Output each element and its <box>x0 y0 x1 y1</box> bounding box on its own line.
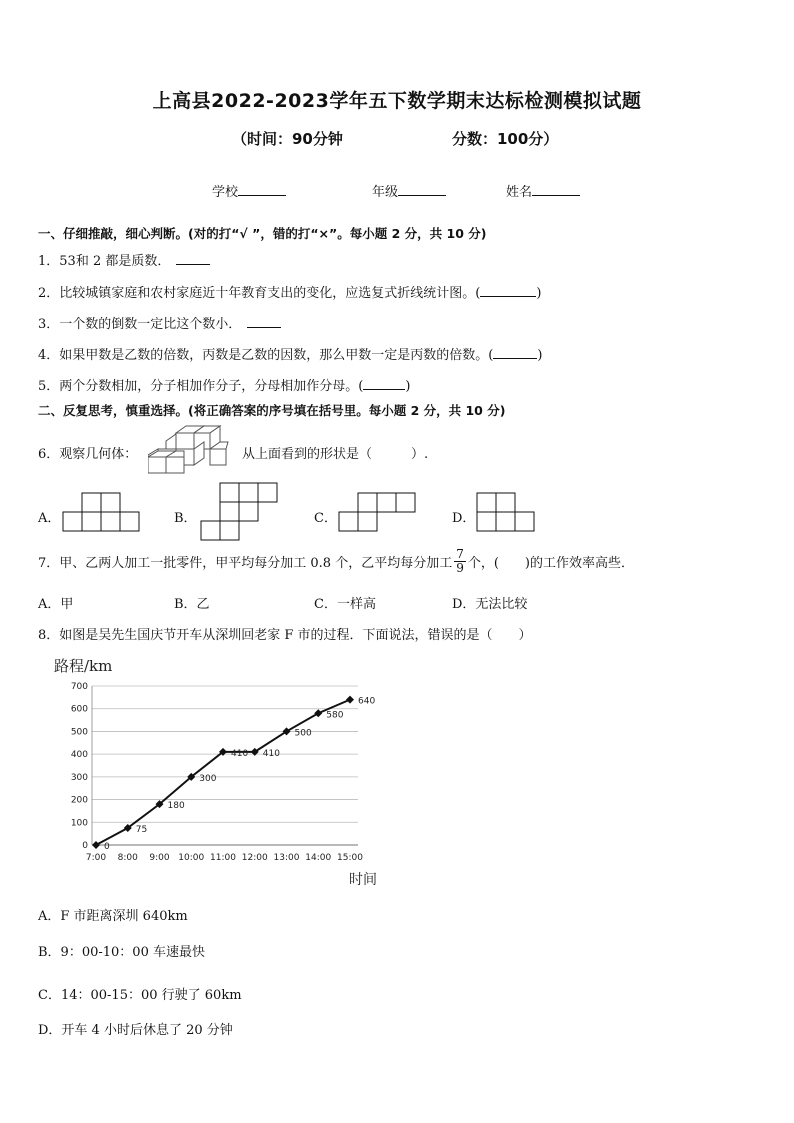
data-label: 180 <box>167 801 185 812</box>
q6-option-a-label[interactable]: A． <box>38 511 61 526</box>
question-2-close: ) <box>536 286 542 301</box>
q8-option-b[interactable]: B．9：00-10：00 车速最快 <box>38 945 205 960</box>
school-label: 学校 <box>212 185 239 200</box>
fraction-numerator: 7 <box>456 547 464 561</box>
question-1-blank[interactable] <box>176 252 210 265</box>
x-tick-label: 7:00 <box>85 853 107 863</box>
school-field <box>212 181 286 200</box>
data-label: 0 <box>104 842 110 852</box>
section-1-heading: 一、仔细推敲，细心判断。(对的打“√ ”，错的打“×”。每小题 2 分，共 10 分) <box>38 226 487 241</box>
name-label: 姓名 <box>506 185 533 200</box>
x-tick-label: 10:00 <box>178 853 205 863</box>
data-point <box>346 696 354 704</box>
question-4-text: 4．如果甲数是乙数的倍数，丙数是乙数的因数，那么甲数一定是丙数的倍数。( <box>38 348 494 363</box>
q8-option-a[interactable]: A．F 市距离深圳 640km <box>38 909 188 924</box>
x-tick-label: 15:00 <box>337 853 363 863</box>
question-5-blank[interactable] <box>363 377 405 390</box>
question-3 <box>38 313 281 332</box>
x-tick-label: 11:00 <box>210 853 236 863</box>
data-label: 640 <box>358 696 376 707</box>
q8-option-c[interactable]: C．14：00-15：00 行驶了 60km <box>38 988 242 1003</box>
q6-option-a-figure[interactable] <box>62 492 140 532</box>
x-tick-label: 12:00 <box>241 853 268 863</box>
data-label: 410 <box>231 748 249 759</box>
question-7 <box>38 548 634 575</box>
data-label: 580 <box>326 710 344 721</box>
q8-option-d[interactable]: D．开车 4 小时后休息了 20 分钟 <box>38 1023 233 1038</box>
name-field <box>506 181 580 200</box>
question-5-close: ) <box>405 379 411 394</box>
data-label: 300 <box>199 773 217 784</box>
q6-option-b-figure[interactable] <box>200 482 278 541</box>
x-axis-label: 时间 <box>349 872 377 888</box>
question-7-text-a: 7．甲、乙两人加工一批零件，甲平均每分加工 0.8 个，乙平均每分加工 <box>38 556 453 571</box>
data-label: 410 <box>262 748 280 759</box>
geometry-solid-figure <box>148 423 230 475</box>
y-tick-label: 200 <box>70 795 88 806</box>
question-7-text-b: 个，( )的工作效率高些． <box>467 556 635 571</box>
score-info: 分数：100分） <box>452 130 559 148</box>
name-blank[interactable] <box>532 183 580 196</box>
question-2 <box>38 282 541 301</box>
distance-time-line-chart <box>40 650 400 890</box>
q6-option-c-figure[interactable] <box>338 492 416 532</box>
question-3-text: 3．一个数的倒数一定比这个数小． <box>38 317 242 332</box>
question-4 <box>38 344 542 363</box>
fraction-denominator: 9 <box>456 561 464 575</box>
question-1-text: 1．53和 2 都是质数． <box>38 254 171 269</box>
y-tick-label: 0 <box>82 841 88 851</box>
school-blank[interactable] <box>238 183 286 196</box>
y-tick-label: 600 <box>70 704 88 715</box>
question-4-blank[interactable] <box>493 346 537 359</box>
q7-option-c[interactable]: C．一样高 <box>314 597 376 612</box>
x-tick-label: 14:00 <box>305 853 332 863</box>
y-tick-label: 400 <box>70 750 88 761</box>
q6-option-d-figure[interactable] <box>476 492 535 532</box>
x-tick-label: 13:00 <box>273 853 300 863</box>
section-2-heading: 二、反复思考，慎重选择。(将正确答案的序号填在括号里。每小题 2 分，共 10 分) <box>38 403 506 418</box>
fraction-7-9 <box>454 548 466 575</box>
data-point <box>92 841 100 849</box>
y-tick-label: 100 <box>70 818 88 829</box>
q7-option-a[interactable]: A．甲 <box>38 597 74 612</box>
time-info: （时间：90分钟 <box>232 130 343 148</box>
question-4-close: ) <box>537 348 543 363</box>
q6-option-c-label[interactable]: C． <box>314 511 337 526</box>
data-label: 75 <box>135 824 148 835</box>
y-axis-label: 路程/km <box>54 657 113 675</box>
question-6-text-b: 从上面看到的形状是（ ）. <box>242 447 429 462</box>
y-tick-label: 700 <box>70 682 88 692</box>
question-8-text: 8．如图是吴先生国庆节开车从深圳回老家 F 市的过程．下面说法，错误的是（ ） <box>38 628 532 643</box>
question-5 <box>38 375 410 394</box>
question-5-text: 5．两个分数相加，分子相加作分子，分母相加作分母。( <box>38 379 364 394</box>
question-1 <box>38 250 210 269</box>
q6-option-b-label[interactable]: B． <box>174 511 197 526</box>
grade-blank[interactable] <box>398 183 446 196</box>
y-tick-label: 500 <box>70 727 88 738</box>
question-2-blank[interactable] <box>480 284 536 297</box>
question-3-blank[interactable] <box>247 315 281 328</box>
q6-option-d-label[interactable]: D． <box>452 511 476 526</box>
question-2-text: 2．比较城镇家庭和农村家庭近十年教育支出的变化，应选复式折线统计图。( <box>38 286 481 301</box>
grade-field <box>372 181 446 200</box>
series-line <box>96 700 350 845</box>
data-point <box>314 709 322 717</box>
x-tick-label: 8:00 <box>117 853 138 863</box>
question-6-text-a: 6．观察几何体： <box>38 447 138 462</box>
q7-option-b[interactable]: B．乙 <box>174 597 210 612</box>
grade-label: 年级 <box>372 185 399 200</box>
q7-option-d[interactable]: D．无法比较 <box>452 597 528 612</box>
page-title: 上高县2022-2023学年五下数学期末达标检测模拟试题 <box>152 90 642 112</box>
y-tick-label: 300 <box>70 772 88 783</box>
x-tick-label: 9:00 <box>149 853 170 863</box>
data-label: 500 <box>294 728 312 739</box>
